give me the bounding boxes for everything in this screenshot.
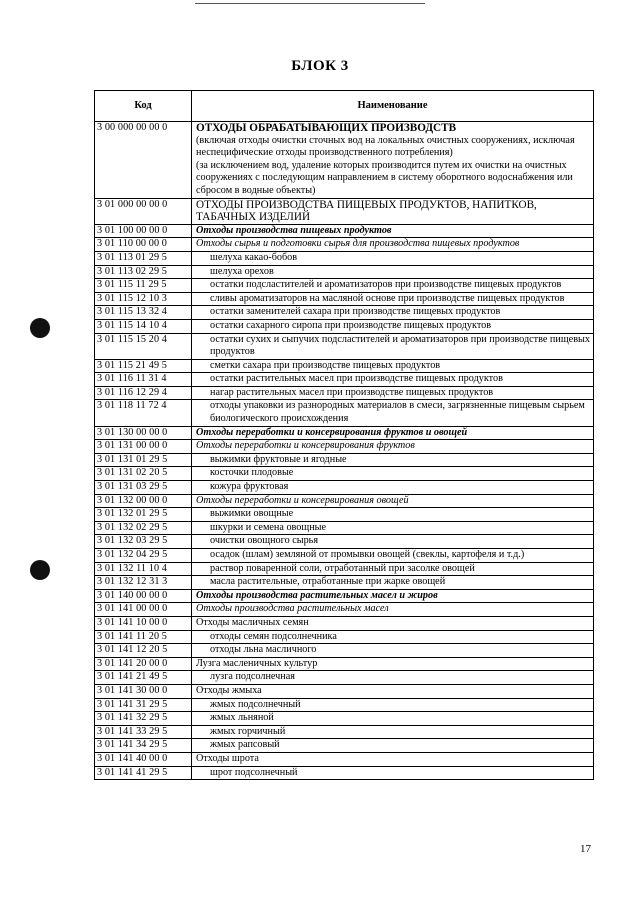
row-name: кожура фруктовая xyxy=(210,481,289,493)
row-name: отходы льна масличного xyxy=(210,644,317,656)
row-code: 3 01 116 12 29 4 xyxy=(95,386,192,400)
row-code: 3 01 130 00 00 0 xyxy=(95,426,192,440)
row-code: 3 01 141 34 29 5 xyxy=(95,739,192,753)
table-row xyxy=(95,400,594,426)
row-name: раствор поваренной соли, отработанный при засолке овощей xyxy=(210,562,475,574)
row-name-cell xyxy=(192,467,594,481)
row-code: 3 01 141 30 00 0 xyxy=(95,684,192,698)
row-name: сметки сахара при производстве пищевых продуктов xyxy=(210,359,441,371)
row-name: очистки овощного сырья xyxy=(210,535,319,547)
header-name: Наименование xyxy=(192,91,594,122)
table-row xyxy=(95,616,594,630)
row-name: остатки подсластителей и ароматизаторов при производстве пищевых продуктов xyxy=(210,279,562,291)
row-name: выжимки фруктовые и ягодные xyxy=(210,453,347,465)
row-name: косточки плодовые xyxy=(210,467,294,479)
row-name-cell xyxy=(192,712,594,726)
table-row xyxy=(95,698,594,712)
row-code: 3 00 000 00 00 0 xyxy=(95,122,192,199)
row-code: 3 01 115 14 10 4 xyxy=(95,319,192,333)
row-name-cell xyxy=(192,684,594,698)
page-number: 17 xyxy=(580,843,591,855)
row-name-cell xyxy=(192,671,594,685)
table-row xyxy=(95,481,594,495)
row-note: (за исключением вод, удаление которых производится путем их очистки на очистных сооружениях с последующим направлением в систему оборотного водоснабжения или сбросом в водные объекты) xyxy=(196,159,573,196)
row-name: Отходы переработки и консервирования овощей xyxy=(196,494,409,506)
row-name-cell xyxy=(192,386,594,400)
row-name: Отходы шрота xyxy=(196,752,259,764)
table-header-row xyxy=(95,91,594,122)
row-code: 3 01 132 12 31 3 xyxy=(95,576,192,590)
table-row xyxy=(95,725,594,739)
table-row xyxy=(95,644,594,658)
top-rule xyxy=(195,3,425,4)
row-name: шрот подсолнечный xyxy=(210,766,298,778)
table-row xyxy=(95,589,594,603)
table-row xyxy=(95,739,594,753)
row-name: сливы ароматизаторов на масляной основе при производстве пищевых продуктов xyxy=(210,292,565,304)
row-code: 3 01 115 12 10 3 xyxy=(95,292,192,306)
row-name-cell xyxy=(192,576,594,590)
table-row xyxy=(95,198,594,224)
row-name-cell xyxy=(192,766,594,780)
row-note: (включая отходы очистки сточных вод на локальных очистных сооружениях, исключая неспецифические отходы производственного потребления) xyxy=(196,134,575,159)
row-name: отходы семян подсолнечника xyxy=(210,630,337,642)
row-name-cell xyxy=(192,481,594,495)
row-name-cell xyxy=(192,373,594,387)
table-row xyxy=(95,630,594,644)
row-name-cell xyxy=(192,698,594,712)
row-code: 3 01 115 15 20 4 xyxy=(95,333,192,359)
row-name: остатки сахарного сиропа при производстве пищевых продуктов xyxy=(210,319,492,331)
table-row xyxy=(95,292,594,306)
row-name: Отходы переработки и консервирования фруктов и овощей xyxy=(196,426,468,438)
waste-code-table xyxy=(94,90,594,780)
row-code: 3 01 141 00 00 0 xyxy=(95,603,192,617)
row-name-cell xyxy=(192,359,594,373)
header-code: Код xyxy=(95,91,192,122)
table-row xyxy=(95,319,594,333)
table-row xyxy=(95,671,594,685)
row-name-cell xyxy=(192,508,594,522)
table-row xyxy=(95,562,594,576)
row-name: Отходы переработки и консервирования фруктов xyxy=(196,440,415,452)
table-row xyxy=(95,386,594,400)
row-code: 3 01 110 00 00 0 xyxy=(95,238,192,252)
row-code: 3 01 141 10 00 0 xyxy=(95,616,192,630)
table-row xyxy=(95,752,594,766)
row-name-cell xyxy=(192,198,594,224)
row-name-cell xyxy=(192,589,594,603)
row-name: Отходы производства растительных масел и жиров xyxy=(196,589,438,601)
table-row xyxy=(95,467,594,481)
row-name-cell xyxy=(192,644,594,658)
row-name: Отходы производства пищевых продуктов xyxy=(196,224,392,236)
table-row xyxy=(95,603,594,617)
row-code: 3 01 132 00 00 0 xyxy=(95,494,192,508)
table-row xyxy=(95,251,594,265)
row-name-cell xyxy=(192,562,594,576)
row-name: ОТХОДЫ ПРОИЗВОДСТВА ПИЩЕВЫХ ПРОДУКТОВ, НАПИТКОВ, ТАБАЧНЫХ ИЗДЕЛИЙ xyxy=(196,198,537,224)
row-name-cell xyxy=(192,333,594,359)
table-row xyxy=(95,122,594,199)
row-name: шкурки и семена овощные xyxy=(210,521,327,533)
row-name: Отходы производства растительных масел xyxy=(196,603,389,615)
row-code: 3 01 113 02 29 5 xyxy=(95,265,192,279)
table-row xyxy=(95,333,594,359)
row-name-cell xyxy=(192,494,594,508)
row-name: осадок (шлам) земляной от промывки овощей (свеклы, картофеля и т.д.) xyxy=(210,549,525,560)
row-name-cell xyxy=(192,453,594,467)
row-code: 3 01 141 11 20 5 xyxy=(95,630,192,644)
row-name: жмых горчичный xyxy=(210,725,286,737)
row-name-cell xyxy=(192,725,594,739)
table-row xyxy=(95,657,594,671)
row-code: 3 01 132 11 10 4 xyxy=(95,562,192,576)
row-code: 3 01 131 00 00 0 xyxy=(95,440,192,454)
table-row xyxy=(95,494,594,508)
row-name-cell xyxy=(192,400,594,426)
row-name-cell xyxy=(192,224,594,238)
row-name: Отходы сырья и подготовки сырья для производства пищевых продуктов xyxy=(196,238,520,250)
row-name-cell xyxy=(192,630,594,644)
row-name: жмых подсолнечный xyxy=(210,698,301,710)
table-row xyxy=(95,373,594,387)
row-name: Лузга масленичных культур xyxy=(196,657,318,669)
table-row xyxy=(95,440,594,454)
row-name-cell xyxy=(192,306,594,320)
table-row xyxy=(95,521,594,535)
row-name-cell xyxy=(192,535,594,549)
row-name: остатки заменителей сахара при производстве пищевых продуктов xyxy=(210,306,501,318)
row-code: 3 01 141 21 49 5 xyxy=(95,671,192,685)
row-name: Отходы масличных семян xyxy=(196,616,309,628)
row-name: шелуха какао-бобов xyxy=(210,251,298,263)
row-code: 3 01 132 02 29 5 xyxy=(95,521,192,535)
row-name: нагар растительных масел при производстве пищевых продуктов xyxy=(210,386,494,398)
row-name-cell xyxy=(192,752,594,766)
row-name-cell xyxy=(192,122,594,199)
row-code: 3 01 113 01 29 5 xyxy=(95,251,192,265)
table-row xyxy=(95,684,594,698)
row-name: отходы упаковки из разнородных материалов в смеси, загрязненные пищевым сырьем биологического происхождения xyxy=(210,400,585,425)
table-body xyxy=(95,122,594,780)
row-code: 3 01 100 00 00 0 xyxy=(95,224,192,238)
punch-hole xyxy=(30,318,50,338)
row-code: 3 01 131 03 29 5 xyxy=(95,481,192,495)
row-name-cell xyxy=(192,616,594,630)
row-code: 3 01 115 11 29 5 xyxy=(95,279,192,293)
table-row xyxy=(95,453,594,467)
row-code: 3 01 000 00 00 0 xyxy=(95,198,192,224)
row-code: 3 01 141 31 29 5 xyxy=(95,698,192,712)
row-name: ОТХОДЫ ОБРАБАТЫВАЮЩИХ ПРОИЗВОДСТВ xyxy=(196,122,457,134)
row-code: 3 01 115 13 32 4 xyxy=(95,306,192,320)
page-title: БЛОК 3 xyxy=(291,58,349,74)
row-name-cell xyxy=(192,739,594,753)
row-code: 3 01 115 21 49 5 xyxy=(95,359,192,373)
table-row xyxy=(95,238,594,252)
row-code: 3 01 132 03 29 5 xyxy=(95,535,192,549)
row-name-cell xyxy=(192,265,594,279)
row-name-cell xyxy=(192,251,594,265)
table-row xyxy=(95,426,594,440)
row-name-cell xyxy=(192,319,594,333)
row-code: 3 01 141 12 20 5 xyxy=(95,644,192,658)
row-name: Отходы жмыха xyxy=(196,684,262,696)
row-name-cell xyxy=(192,292,594,306)
row-name: шелуха орехов xyxy=(210,265,274,277)
table-row xyxy=(95,508,594,522)
table-row xyxy=(95,712,594,726)
row-name: масла растительные, отработанные при жарке овощей xyxy=(210,576,446,588)
table-row xyxy=(95,359,594,373)
row-code: 3 01 116 11 31 4 xyxy=(95,373,192,387)
table-row xyxy=(95,279,594,293)
row-code: 3 01 141 20 00 0 xyxy=(95,657,192,671)
row-name: жмых льняной xyxy=(210,712,274,724)
table-row xyxy=(95,766,594,780)
row-name-cell xyxy=(192,440,594,454)
row-name: выжимки овощные xyxy=(210,508,294,520)
row-name: жмых рапсовый xyxy=(210,739,280,751)
table-row xyxy=(95,549,594,563)
row-name-cell xyxy=(192,279,594,293)
row-code: 3 01 141 41 29 5 xyxy=(95,766,192,780)
table-row xyxy=(95,306,594,320)
row-code: 3 01 140 00 00 0 xyxy=(95,589,192,603)
row-code: 3 01 141 40 00 0 xyxy=(95,752,192,766)
row-code: 3 01 132 04 29 5 xyxy=(95,549,192,563)
row-name-cell xyxy=(192,549,594,563)
row-code: 3 01 131 01 29 5 xyxy=(95,453,192,467)
row-name-cell xyxy=(192,426,594,440)
table-row xyxy=(95,265,594,279)
row-name: лузга подсолнечная xyxy=(210,671,295,683)
row-code: 3 01 132 01 29 5 xyxy=(95,508,192,522)
row-code: 3 01 141 33 29 5 xyxy=(95,725,192,739)
row-name-cell xyxy=(192,657,594,671)
row-name-cell xyxy=(192,238,594,252)
row-name: остатки растительных масел при производстве пищевых продуктов xyxy=(210,373,503,385)
row-code: 3 01 118 11 72 4 xyxy=(95,400,192,426)
row-name-cell xyxy=(192,603,594,617)
table-row xyxy=(95,576,594,590)
row-name-cell xyxy=(192,521,594,535)
table-row xyxy=(95,535,594,549)
table-row xyxy=(95,224,594,238)
row-code: 3 01 141 32 29 5 xyxy=(95,712,192,726)
row-name: остатки сухих и сыпучих подсластителей и ароматизаторов при производстве пищевых продуктов xyxy=(210,333,590,358)
row-code: 3 01 131 02 20 5 xyxy=(95,467,192,481)
punch-hole xyxy=(30,560,50,580)
